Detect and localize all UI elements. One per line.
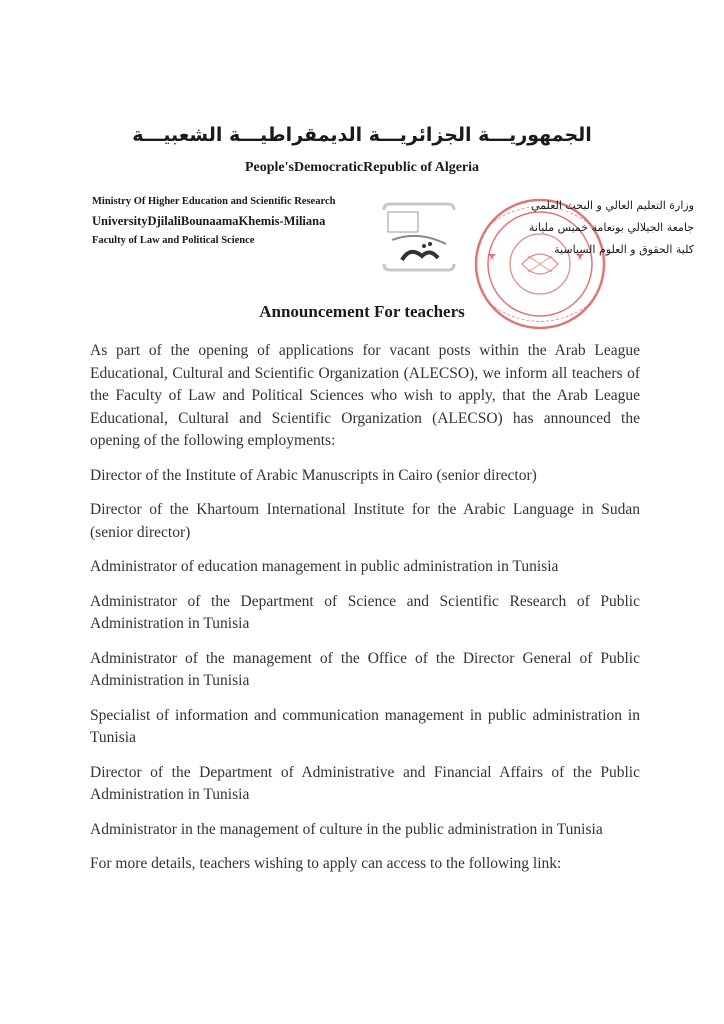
position-item: Administrator in the management of culture in the public administration in Tunisia (90, 820, 603, 838)
intro-paragraph: As part of the opening of applications for vacant posts within the Arab League Educational, Cultural and Scientific Organization (ALECSO), we inform all teachers of the Faculty of Law and Political Sciences who wish to apply, that the Arab League Educational, Cultural and Scientific Organization (ALECSO) has announced the opening of the following employments: (90, 342, 640, 449)
position-item: Director of the Department of Administrative and Financial Affairs of the Public Administration in Tunisia (90, 763, 640, 803)
university-name-en: UniversityDjilaliBounaamaKhemis-Miliana (92, 214, 326, 228)
position-item: Administrator of education management in public administration in Tunisia (90, 558, 559, 575)
university-name-ar: جامعة الجيلالي بونعامة خميس مليانة (528, 221, 694, 234)
position-item: Administrator of the management of the Office of the Director General of Public Administration in Tunisia (90, 649, 640, 689)
institution-block-ar (464, 199, 694, 265)
position-item: Director of the Khartoum International Institute for the Arabic Language in Sudan (senior director) (90, 501, 640, 541)
ministry-name-en: Ministry Of Higher Education and Scientific Research (92, 196, 336, 207)
university-logo (378, 200, 460, 274)
announcement-heading: Announcement For teachers (259, 302, 465, 321)
ministry-name-ar: وزارة التعليم العالي و البحث العلمي (531, 199, 694, 212)
faculty-name-en: Faculty of Law and Political Science (92, 235, 255, 246)
position-item: Administrator of the Department of Science and Scientific Research of Public Administration in Tunisia (90, 592, 640, 632)
faculty-name-ar: كلية الحقوق و العلوم السياسية (554, 243, 694, 256)
position-item: Specialist of information and communication management in public administration in Tunisia (90, 706, 640, 746)
announcement-body (90, 340, 640, 888)
position-item: Director of the Institute of Arabic Manuscripts in Cairo (senior director) (90, 466, 537, 484)
english-republic-title: People'sDemocraticRepublic of Algeria (244, 160, 480, 175)
institution-block-en (92, 196, 382, 246)
details-paragraph: For more details, teachers wishing to apply can access to the following link: (90, 855, 562, 872)
arabic-republic-title: الجمهوريـــة الجزائريـــة الديمقراطيـــة الشعبيـــة (132, 124, 592, 146)
